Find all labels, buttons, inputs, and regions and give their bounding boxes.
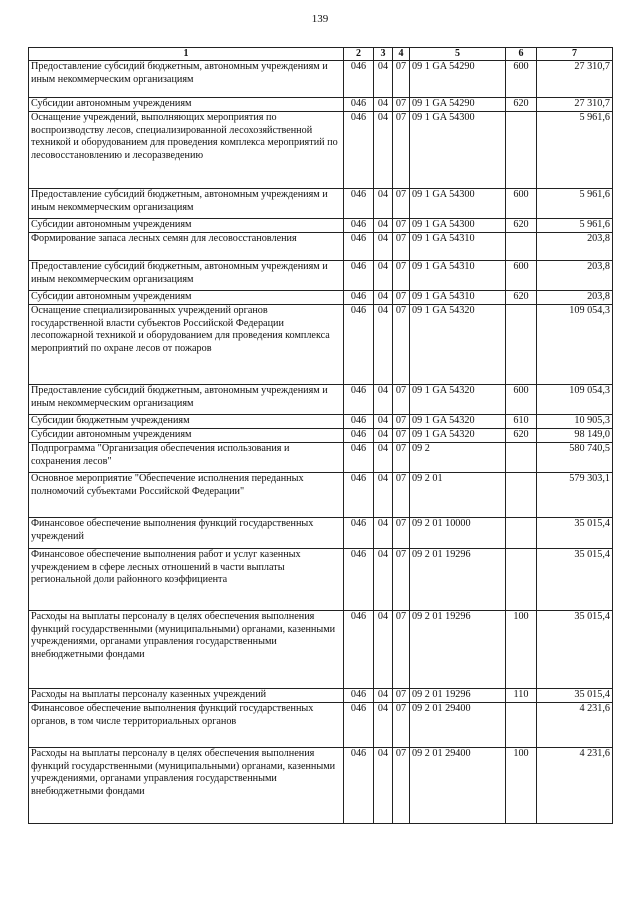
section-code-cell: 04 (374, 473, 393, 518)
target-article-cell: 09 1 GA 54320 (410, 385, 506, 415)
ministry-code-cell: 046 (344, 549, 374, 611)
subsection-code-cell: 07 (393, 429, 410, 443)
subsection-code-cell: 07 (393, 219, 410, 233)
target-article-cell: 09 1 GA 54290 (410, 61, 506, 98)
table-row (29, 611, 613, 689)
subsection-code-cell: 07 (393, 415, 410, 429)
target-article-cell: 09 2 01 19296 (410, 689, 506, 703)
section-code-cell: 04 (374, 233, 393, 261)
column-header: 2 (344, 48, 374, 61)
ministry-code-cell: 046 (344, 443, 374, 473)
column-header: 5 (410, 48, 506, 61)
subsection-code-cell: 07 (393, 549, 410, 611)
amount-cell: 35 015,4 (537, 549, 613, 611)
table-row (29, 748, 613, 824)
table-row (29, 549, 613, 611)
expense-name-cell: Расходы на выплаты персоналу казенных учреждений (29, 689, 344, 703)
section-code-cell: 04 (374, 415, 393, 429)
amount-cell: 580 740,5 (537, 443, 613, 473)
expense-name-cell: Расходы на выплаты персоналу в целях обеспечения выполнения функций государственными (муниципальными) органами, казенными учреждениями, органами управления государственными внебюджетными фондами (29, 611, 344, 689)
target-article-cell: 09 1 GA 54310 (410, 291, 506, 305)
section-code-cell: 04 (374, 689, 393, 703)
section-code-cell: 04 (374, 261, 393, 291)
subsection-code-cell: 07 (393, 305, 410, 385)
table-row (29, 305, 613, 385)
table-row (29, 689, 613, 703)
table-row (29, 189, 613, 219)
table-row (29, 219, 613, 233)
table-row (29, 415, 613, 429)
section-code-cell: 04 (374, 429, 393, 443)
expense-type-cell: 610 (506, 415, 537, 429)
expense-name-cell: Оснащение специализированных учреждений органов государственной власти субъектов Российской Федерации лесопожарной техникой и оборудованием для проведения комплекса мероприятий по охране лесов от пожаров (29, 305, 344, 385)
expense-type-cell (506, 473, 537, 518)
target-article-cell: 09 1 GA 54300 (410, 112, 506, 189)
expense-type-cell: 600 (506, 61, 537, 98)
target-article-cell: 09 1 GA 54320 (410, 415, 506, 429)
ministry-code-cell: 046 (344, 112, 374, 189)
subsection-code-cell: 07 (393, 518, 410, 549)
table-row (29, 443, 613, 473)
expense-name-cell: Субсидии автономным учреждениям (29, 429, 344, 443)
expense-name-cell: Предоставление субсидий бюджетным, автономным учреждениям и иным некоммерческим организациям (29, 261, 344, 291)
amount-cell: 35 015,4 (537, 611, 613, 689)
target-article-cell: 09 2 01 19296 (410, 549, 506, 611)
column-header: 6 (506, 48, 537, 61)
amount-cell: 35 015,4 (537, 689, 613, 703)
expense-type-cell: 600 (506, 385, 537, 415)
subsection-code-cell: 07 (393, 233, 410, 261)
expense-name-cell: Финансовое обеспечение выполнения функций государственных учреждений (29, 518, 344, 549)
subsection-code-cell: 07 (393, 611, 410, 689)
table-row (29, 61, 613, 98)
expense-type-cell (506, 549, 537, 611)
expense-type-cell: 100 (506, 611, 537, 689)
expense-name-cell: Субсидии автономным учреждениям (29, 291, 344, 305)
amount-cell: 5 961,6 (537, 189, 613, 219)
ministry-code-cell: 046 (344, 291, 374, 305)
section-code-cell: 04 (374, 611, 393, 689)
target-article-cell: 09 2 01 29400 (410, 703, 506, 748)
amount-cell: 109 054,3 (537, 305, 613, 385)
expense-type-cell: 100 (506, 748, 537, 824)
section-code-cell: 04 (374, 748, 393, 824)
column-header: 1 (29, 48, 344, 61)
ministry-code-cell: 046 (344, 261, 374, 291)
amount-cell: 4 231,6 (537, 748, 613, 824)
amount-cell: 579 303,1 (537, 473, 613, 518)
ministry-code-cell: 046 (344, 233, 374, 261)
expense-type-cell: 600 (506, 189, 537, 219)
target-article-cell: 09 1 GA 54300 (410, 189, 506, 219)
target-article-cell: 09 2 01 10000 (410, 518, 506, 549)
subsection-code-cell: 07 (393, 443, 410, 473)
table-row (29, 291, 613, 305)
ministry-code-cell: 046 (344, 219, 374, 233)
ministry-code-cell: 046 (344, 415, 374, 429)
target-article-cell: 09 1 GA 54310 (410, 233, 506, 261)
table-row (29, 703, 613, 748)
expense-name-cell: Оснащение учреждений, выполняющих мероприятия по воспроизводству лесов, специализированной лесохозяйственной техникой и оборудованием для проведения комплекса мероприятий по лесовосстановлению и лесоразведению (29, 112, 344, 189)
table-row (29, 473, 613, 518)
expense-type-cell: 110 (506, 689, 537, 703)
expense-type-cell: 620 (506, 98, 537, 112)
expense-type-cell: 620 (506, 291, 537, 305)
section-code-cell: 04 (374, 518, 393, 549)
table-header-row (29, 48, 613, 61)
subsection-code-cell: 07 (393, 385, 410, 415)
amount-cell: 10 905,3 (537, 415, 613, 429)
target-article-cell: 09 2 01 (410, 473, 506, 518)
ministry-code-cell: 046 (344, 611, 374, 689)
section-code-cell: 04 (374, 703, 393, 748)
expense-type-cell (506, 443, 537, 473)
expense-name-cell: Финансовое обеспечение выполнения работ и услуг казенных учреждением в сфере лесных отношений в части выплаты региональной доли районного коэффициента (29, 549, 344, 611)
table-row (29, 518, 613, 549)
target-article-cell: 09 1 GA 54300 (410, 219, 506, 233)
ministry-code-cell: 046 (344, 473, 374, 518)
ministry-code-cell: 046 (344, 429, 374, 443)
section-code-cell: 04 (374, 549, 393, 611)
table-row (29, 112, 613, 189)
amount-cell: 203,8 (537, 261, 613, 291)
amount-cell: 109 054,3 (537, 385, 613, 415)
section-code-cell: 04 (374, 219, 393, 233)
target-article-cell: 09 2 01 19296 (410, 611, 506, 689)
target-article-cell: 09 1 GA 54310 (410, 261, 506, 291)
expense-type-cell: 620 (506, 219, 537, 233)
table-row (29, 261, 613, 291)
column-header: 4 (393, 48, 410, 61)
expense-type-cell (506, 233, 537, 261)
subsection-code-cell: 07 (393, 291, 410, 305)
section-code-cell: 04 (374, 98, 393, 112)
ministry-code-cell: 046 (344, 748, 374, 824)
subsection-code-cell: 07 (393, 473, 410, 518)
amount-cell: 5 961,6 (537, 219, 613, 233)
target-article-cell: 09 1 GA 54320 (410, 429, 506, 443)
table-row (29, 98, 613, 112)
subsection-code-cell: 07 (393, 189, 410, 219)
expense-name-cell: Субсидии бюджетным учреждениям (29, 415, 344, 429)
target-article-cell: 09 1 GA 54290 (410, 98, 506, 112)
page-number: 139 (311, 13, 329, 25)
column-header: 7 (537, 48, 613, 61)
subsection-code-cell: 07 (393, 61, 410, 98)
expense-name-cell: Расходы на выплаты персоналу в целях обеспечения выполнения функций государственными (муниципальными) органами, казенными учреждениями, органами управления государственными внебюджетными фондами (29, 748, 344, 824)
expense-type-cell (506, 518, 537, 549)
subsection-code-cell: 07 (393, 748, 410, 824)
table-row (29, 233, 613, 261)
target-article-cell: 09 1 GA 54320 (410, 305, 506, 385)
subsection-code-cell: 07 (393, 98, 410, 112)
amount-cell: 5 961,6 (537, 112, 613, 189)
expense-name-cell: Основное мероприятие "Обеспечение исполнения переданных полномочий субъектами Российской Федерации" (29, 473, 344, 518)
ministry-code-cell: 046 (344, 518, 374, 549)
table-row (29, 385, 613, 415)
expense-type-cell: 600 (506, 261, 537, 291)
expense-type-cell: 620 (506, 429, 537, 443)
ministry-code-cell: 046 (344, 189, 374, 219)
section-code-cell: 04 (374, 291, 393, 305)
section-code-cell: 04 (374, 305, 393, 385)
ministry-code-cell: 046 (344, 305, 374, 385)
amount-cell: 98 149,0 (537, 429, 613, 443)
amount-cell: 203,8 (537, 233, 613, 261)
amount-cell: 203,8 (537, 291, 613, 305)
budget-table (28, 47, 613, 824)
amount-cell: 4 231,6 (537, 703, 613, 748)
ministry-code-cell: 046 (344, 98, 374, 112)
expense-name-cell: Предоставление субсидий бюджетным, автономным учреждениям и иным некоммерческим организациям (29, 385, 344, 415)
expense-type-cell (506, 112, 537, 189)
subsection-code-cell: 07 (393, 703, 410, 748)
subsection-code-cell: 07 (393, 261, 410, 291)
section-code-cell: 04 (374, 385, 393, 415)
expense-name-cell: Формирование запаса лесных семян для лесовосстановления (29, 233, 344, 261)
expense-name-cell: Подпрограмма "Организация обеспечения использования и сохранения лесов" (29, 443, 344, 473)
amount-cell: 35 015,4 (537, 518, 613, 549)
section-code-cell: 04 (374, 189, 393, 219)
amount-cell: 27 310,7 (537, 98, 613, 112)
expense-type-cell (506, 305, 537, 385)
ministry-code-cell: 046 (344, 689, 374, 703)
ministry-code-cell: 046 (344, 385, 374, 415)
expense-name-cell: Предоставление субсидий бюджетным, автономным учреждениям и иным некоммерческим организациям (29, 189, 344, 219)
column-header: 3 (374, 48, 393, 61)
expense-name-cell: Финансовое обеспечение выполнения функций государственных органов, в том числе территориальных органов (29, 703, 344, 748)
target-article-cell: 09 2 (410, 443, 506, 473)
section-code-cell: 04 (374, 443, 393, 473)
subsection-code-cell: 07 (393, 689, 410, 703)
amount-cell: 27 310,7 (537, 61, 613, 98)
expense-type-cell (506, 703, 537, 748)
expense-name-cell: Предоставление субсидий бюджетным, автономным учреждениям и иным некоммерческим организациям (29, 61, 344, 98)
ministry-code-cell: 046 (344, 703, 374, 748)
expense-name-cell: Субсидии автономным учреждениям (29, 219, 344, 233)
section-code-cell: 04 (374, 112, 393, 189)
target-article-cell: 09 2 01 29400 (410, 748, 506, 824)
section-code-cell: 04 (374, 61, 393, 98)
expense-name-cell: Субсидии автономным учреждениям (29, 98, 344, 112)
subsection-code-cell: 07 (393, 112, 410, 189)
ministry-code-cell: 046 (344, 61, 374, 98)
table-row (29, 429, 613, 443)
